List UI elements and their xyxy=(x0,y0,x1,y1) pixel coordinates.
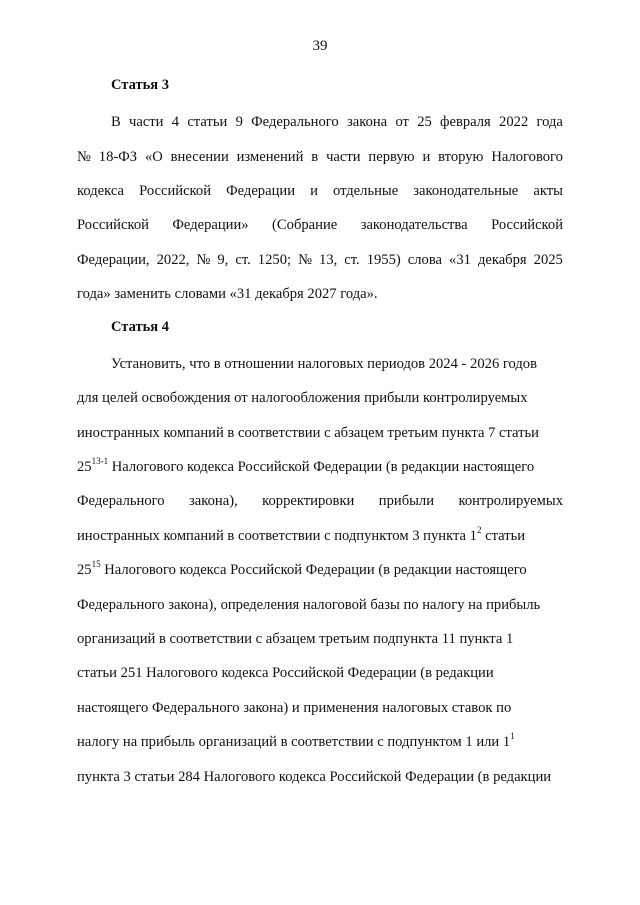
text-segment: прибыли xyxy=(378,493,435,509)
word: законодательные xyxy=(413,183,519,199)
word: Российской xyxy=(139,183,211,199)
word: № xyxy=(196,252,211,268)
article-4-line-4 xyxy=(77,458,563,476)
word: декабря xyxy=(477,252,527,268)
word: № xyxy=(298,252,312,268)
article-4-heading: Статья 4 xyxy=(111,319,169,335)
word: 18-ФЗ xyxy=(98,149,138,165)
text-segment: иностранных компаний в соответствии с подпунктом 3 пункта 1 xyxy=(77,528,477,544)
word: № xyxy=(77,149,91,165)
word: 1250; xyxy=(257,252,292,268)
text-segment: Федерального xyxy=(77,493,165,509)
article-3-line-5 xyxy=(77,251,563,269)
article-4-line-10: статьи 251 Налогового кодекса Российской Федерации (в редакции xyxy=(77,665,494,681)
word: отдельные xyxy=(332,183,399,199)
word: Федерации, xyxy=(77,252,150,268)
word: года xyxy=(536,114,563,130)
text-segment: Российской xyxy=(491,217,563,233)
article-3-line-1 xyxy=(111,113,563,131)
word: кодекса xyxy=(77,183,124,199)
text-segment: корректировки xyxy=(262,493,355,509)
word: и xyxy=(310,183,318,199)
word: ст. xyxy=(235,252,251,268)
text-segment: Российской xyxy=(77,217,149,233)
text-segment: налогу на прибыль организаций в соответствии с подпунктом 1 или 1 xyxy=(77,734,511,750)
article-3-line-4 xyxy=(77,216,563,234)
superscript: 2 xyxy=(476,525,482,536)
word: внесении xyxy=(170,149,229,165)
text-segment: закона), xyxy=(189,493,238,509)
superscript: 1 xyxy=(510,731,515,742)
word: 4 xyxy=(171,114,180,130)
article-4-line-2: для целей освобождения от налогообложения прибыли контролируемых xyxy=(77,390,528,406)
word: 2025 xyxy=(533,252,563,268)
article-4-line-1: Установить, что в отношении налоговых периодов 2024 - 2026 годов xyxy=(111,356,537,372)
word: вторую xyxy=(438,149,484,165)
word: Налогового xyxy=(491,149,563,165)
article-number: 25 xyxy=(77,562,92,578)
article-4-line-3: иностранных компаний в соответствии с абзацем третьим пункта 7 статьи xyxy=(77,425,539,441)
word: части xyxy=(129,114,164,130)
word: Федерации xyxy=(226,183,295,199)
article-4-line-6 xyxy=(77,527,563,545)
text-segment: контролируемых xyxy=(458,493,563,509)
article-4-line-11: настоящего Федерального закона) и применения налоговых ставок по xyxy=(77,700,512,716)
word: «О xyxy=(144,149,163,165)
text-segment: Федерации» xyxy=(172,217,249,233)
word: 9 xyxy=(235,114,243,130)
article-3-line-3 xyxy=(77,182,563,200)
word: части xyxy=(326,149,361,165)
text-segment: года» заменить словами «31 декабря 2027 года». xyxy=(77,286,378,302)
text-segment: Налогового кодекса Российской Федерации (в редакции настоящего xyxy=(100,562,527,578)
word: февраля xyxy=(440,114,491,130)
word: 2022, xyxy=(156,252,190,268)
word: слова xyxy=(407,252,443,268)
word: первую xyxy=(368,149,415,165)
article-number: 25 xyxy=(77,459,92,475)
word: 9, xyxy=(217,252,229,268)
article-4-line-5 xyxy=(77,492,563,510)
word: 25 xyxy=(417,114,432,130)
word: и xyxy=(422,149,431,165)
text-segment: статьи xyxy=(481,528,526,544)
word: от xyxy=(395,114,409,130)
article-3-heading: Статья 3 xyxy=(111,77,169,93)
word: 13, xyxy=(319,252,338,268)
word: закона xyxy=(346,114,388,130)
word: В xyxy=(111,114,121,130)
article-3-line-2 xyxy=(77,148,563,166)
word: акты xyxy=(533,183,563,199)
article-4-line-12 xyxy=(77,733,563,751)
superscript: 13-1 xyxy=(91,456,109,467)
text-segment: Налогового кодекса Российской Федерации (в редакции настоящего xyxy=(108,459,535,475)
article-3-line-6 xyxy=(77,285,563,303)
article-4-line-8: Федерального закона), определения налоговой базы по налогу на прибыль xyxy=(77,597,541,613)
text-segment: законодательства xyxy=(360,217,468,233)
word: в xyxy=(311,149,319,165)
word: ст. xyxy=(344,252,360,268)
article-4-line-13: пункта 3 статьи 284 Налогового кодекса Российской Федерации (в редакции xyxy=(77,769,552,785)
page-number: 39 xyxy=(312,38,328,54)
text-segment: (Собрание xyxy=(272,217,338,233)
word: статьи xyxy=(187,114,228,130)
article-4-line-9: организаций в соответствии с абзацем третьим подпункта 11 пункта 1 xyxy=(77,631,514,647)
word: изменений xyxy=(236,149,304,165)
word: 2022 xyxy=(499,114,529,130)
word: Федерального xyxy=(251,114,339,130)
article-4-line-7 xyxy=(77,561,563,579)
word: «31 xyxy=(449,252,471,268)
word: 1955) xyxy=(366,252,401,268)
superscript: 15 xyxy=(91,559,101,570)
